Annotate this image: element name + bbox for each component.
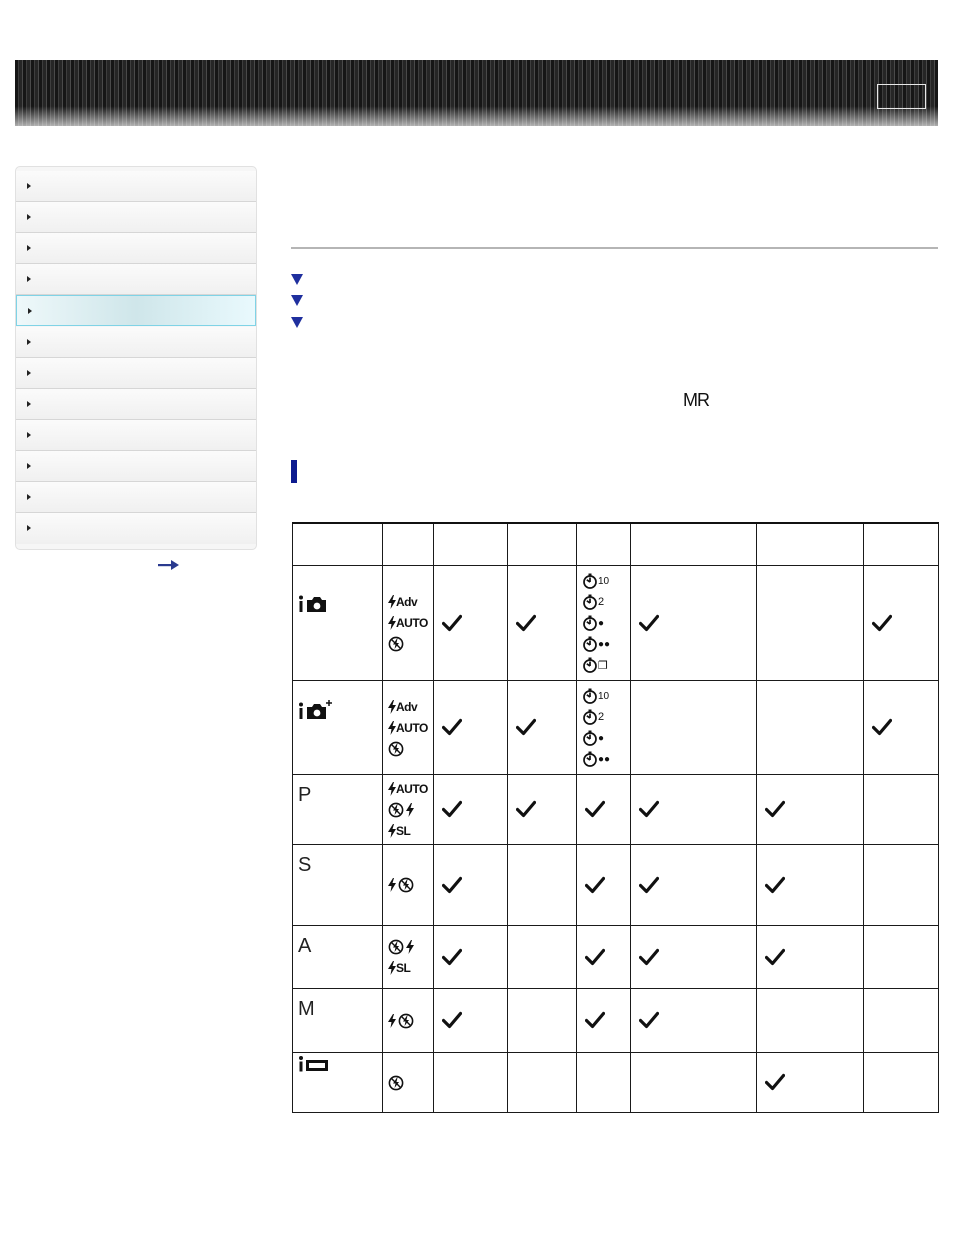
mode-cell: [293, 926, 383, 989]
mr-mode-label: MR: [683, 390, 709, 410]
flash-cell: [383, 845, 434, 926]
mode-cell: [293, 989, 383, 1053]
flash-off-icon: [388, 738, 433, 759]
sidebar-item-4[interactable]: [16, 264, 256, 295]
self-timer-portrait2-icon: ●●: [582, 749, 630, 770]
cell: [864, 845, 939, 926]
flash-cell: [383, 566, 434, 681]
arrow-right-icon: [28, 308, 32, 314]
self-timer-10-icon: 10: [582, 571, 630, 592]
header-cell: [757, 523, 864, 566]
arrow-right-icon: [27, 276, 31, 282]
arrow-right-icon: [27, 214, 31, 220]
check-icon: [516, 718, 536, 736]
sidebar-item-1[interactable]: [16, 171, 256, 202]
cell: [631, 989, 757, 1053]
check-icon: [585, 876, 605, 894]
cell: [864, 681, 939, 775]
flash-off-fill-icon: [388, 799, 433, 820]
cell: [864, 926, 939, 989]
arrow-right-icon: [27, 432, 31, 438]
cell: [434, 845, 508, 926]
table-row: [293, 845, 939, 926]
table-row: [293, 681, 939, 775]
check-icon: [639, 948, 659, 966]
sidebar-item-7[interactable]: [16, 358, 256, 389]
arrow-right-icon: [27, 339, 31, 345]
sidebar-item-8[interactable]: [16, 389, 256, 420]
header-cell: [864, 523, 939, 566]
cell: [864, 566, 939, 681]
sidebar-nav: [15, 166, 257, 550]
check-icon: [442, 1011, 462, 1029]
flash-cell: [383, 1053, 434, 1113]
cell: [434, 926, 508, 989]
flash-cell: [383, 681, 434, 775]
timer-cell: [577, 681, 631, 775]
table-row: [293, 989, 939, 1053]
cell: [864, 1053, 939, 1113]
check-icon: [639, 876, 659, 894]
mode-cell: [293, 845, 383, 926]
cell: [508, 926, 577, 989]
cell: [631, 775, 757, 845]
check-icon: [585, 948, 605, 966]
cell: [434, 566, 508, 681]
timer-cell: [577, 566, 631, 681]
cell: [757, 566, 864, 681]
mode-cell: [293, 775, 383, 845]
cell: [757, 775, 864, 845]
cell: [508, 775, 577, 845]
flash-off-icon: [388, 1072, 433, 1093]
more-arrow-icon[interactable]: [158, 558, 180, 572]
cell: [508, 989, 577, 1053]
check-icon: [516, 614, 536, 632]
cell: [757, 926, 864, 989]
mode-label: P: [298, 784, 312, 806]
check-icon: [639, 1011, 659, 1029]
flash-cell: [383, 926, 434, 989]
cell: [577, 1053, 631, 1113]
sidebar-item-5-selected[interactable]: [16, 295, 256, 326]
function-table: [292, 522, 939, 1113]
check-icon: [442, 718, 462, 736]
cell: [631, 681, 757, 775]
cell: [864, 989, 939, 1053]
check-icon: [765, 800, 785, 818]
mode-label: A: [298, 935, 312, 957]
flash-cell: [383, 775, 434, 845]
sidebar-item-11[interactable]: [16, 482, 256, 513]
check-icon: [639, 614, 659, 632]
mode-cell: [293, 1053, 383, 1113]
arrow-right-icon: [27, 463, 31, 469]
cell: [631, 926, 757, 989]
cell: [577, 845, 631, 926]
cell: [508, 681, 577, 775]
cell: [577, 926, 631, 989]
superior-auto-icon: [298, 699, 334, 721]
anchor-triangle-icon[interactable]: [291, 274, 303, 285]
header-cell: [631, 523, 757, 566]
flash-auto-icon: AUTO: [388, 717, 433, 738]
cell: [577, 989, 631, 1053]
cell: [631, 566, 757, 681]
sidebar-item-10[interactable]: [16, 451, 256, 482]
arrow-right-icon: [27, 494, 31, 500]
check-icon: [585, 1011, 605, 1029]
table-row: [293, 775, 939, 845]
table-row: [293, 566, 939, 681]
sweep-panorama-icon: [298, 1055, 332, 1073]
sidebar-item-9[interactable]: [16, 420, 256, 451]
table-header-row: [293, 523, 939, 566]
mode-label: S: [298, 854, 312, 876]
check-icon: [872, 718, 892, 736]
flash-adv-icon: Adv: [388, 592, 433, 613]
cell: [434, 681, 508, 775]
cell: [757, 845, 864, 926]
check-icon: [639, 800, 659, 818]
check-icon: [516, 800, 536, 818]
table-row: [293, 1053, 939, 1113]
self-timer-portrait1-icon: ●: [582, 613, 630, 634]
cell: [434, 989, 508, 1053]
arrow-right-icon: [27, 183, 31, 189]
arrow-right-icon: [27, 401, 31, 407]
flash-auto-icon: AUTO: [388, 778, 433, 799]
check-icon: [442, 800, 462, 818]
self-timer-portrait1-icon: ●: [582, 728, 630, 749]
sidebar-item-3[interactable]: [16, 233, 256, 264]
flash-adv-icon: Adv: [388, 696, 433, 717]
arrow-right-icon: [27, 525, 31, 531]
anchor-triangle-icon[interactable]: [291, 295, 303, 306]
arrow-right-icon: [27, 245, 31, 251]
self-timer-2-icon: 2: [582, 592, 630, 613]
flash-off-fill-icon: [388, 936, 433, 957]
flash-slow-sync-icon: SL: [388, 820, 433, 841]
self-timer-continuous-icon: ❐: [582, 655, 630, 676]
check-icon: [442, 876, 462, 894]
check-icon: [765, 876, 785, 894]
check-icon: [442, 948, 462, 966]
check-icon: [872, 614, 892, 632]
title-divider: [291, 247, 938, 249]
flash-off-icon: [388, 634, 433, 655]
sidebar-item-12[interactable]: [16, 513, 256, 544]
header-cell: [293, 523, 383, 566]
arrow-right-icon: [27, 370, 31, 376]
flash-cell: [383, 989, 434, 1053]
flash-slow-sync-icon: SL: [388, 957, 433, 978]
cell: [508, 845, 577, 926]
intelligent-auto-icon: [298, 594, 328, 614]
check-icon: [442, 614, 462, 632]
table-row: [293, 926, 939, 989]
mode-label: M: [298, 998, 315, 1020]
self-timer-portrait2-icon: ●●: [582, 634, 630, 655]
sidebar-item-6[interactable]: [16, 327, 256, 358]
header-cell: [434, 523, 508, 566]
cell: [508, 566, 577, 681]
cell: [434, 775, 508, 845]
sidebar-item-2[interactable]: [16, 202, 256, 233]
section-heading-bar: [291, 460, 297, 483]
anchor-triangle-icon[interactable]: [291, 317, 303, 328]
mode-cell: [293, 566, 383, 681]
check-icon: [585, 800, 605, 818]
flash-fill-off-icon: [388, 875, 433, 896]
check-icon: [765, 1073, 785, 1091]
flash-auto-icon: AUTO: [388, 613, 433, 634]
cell: [434, 1053, 508, 1113]
flash-fill-off-icon: [388, 1010, 433, 1031]
header-button[interactable]: [877, 84, 926, 109]
header-cell: [508, 523, 577, 566]
cell: [577, 775, 631, 845]
check-icon: [765, 948, 785, 966]
mode-cell: [293, 681, 383, 775]
cell: [631, 1053, 757, 1113]
cell: [508, 1053, 577, 1113]
cell: [864, 775, 939, 845]
self-timer-10-icon: 10: [582, 686, 630, 707]
cell: [757, 681, 864, 775]
header-cell: [383, 523, 434, 566]
cell: [757, 989, 864, 1053]
header-cell: [577, 523, 631, 566]
header-banner: [15, 60, 938, 126]
cell: [631, 845, 757, 926]
self-timer-2-icon: 2: [582, 707, 630, 728]
cell: [757, 1053, 864, 1113]
